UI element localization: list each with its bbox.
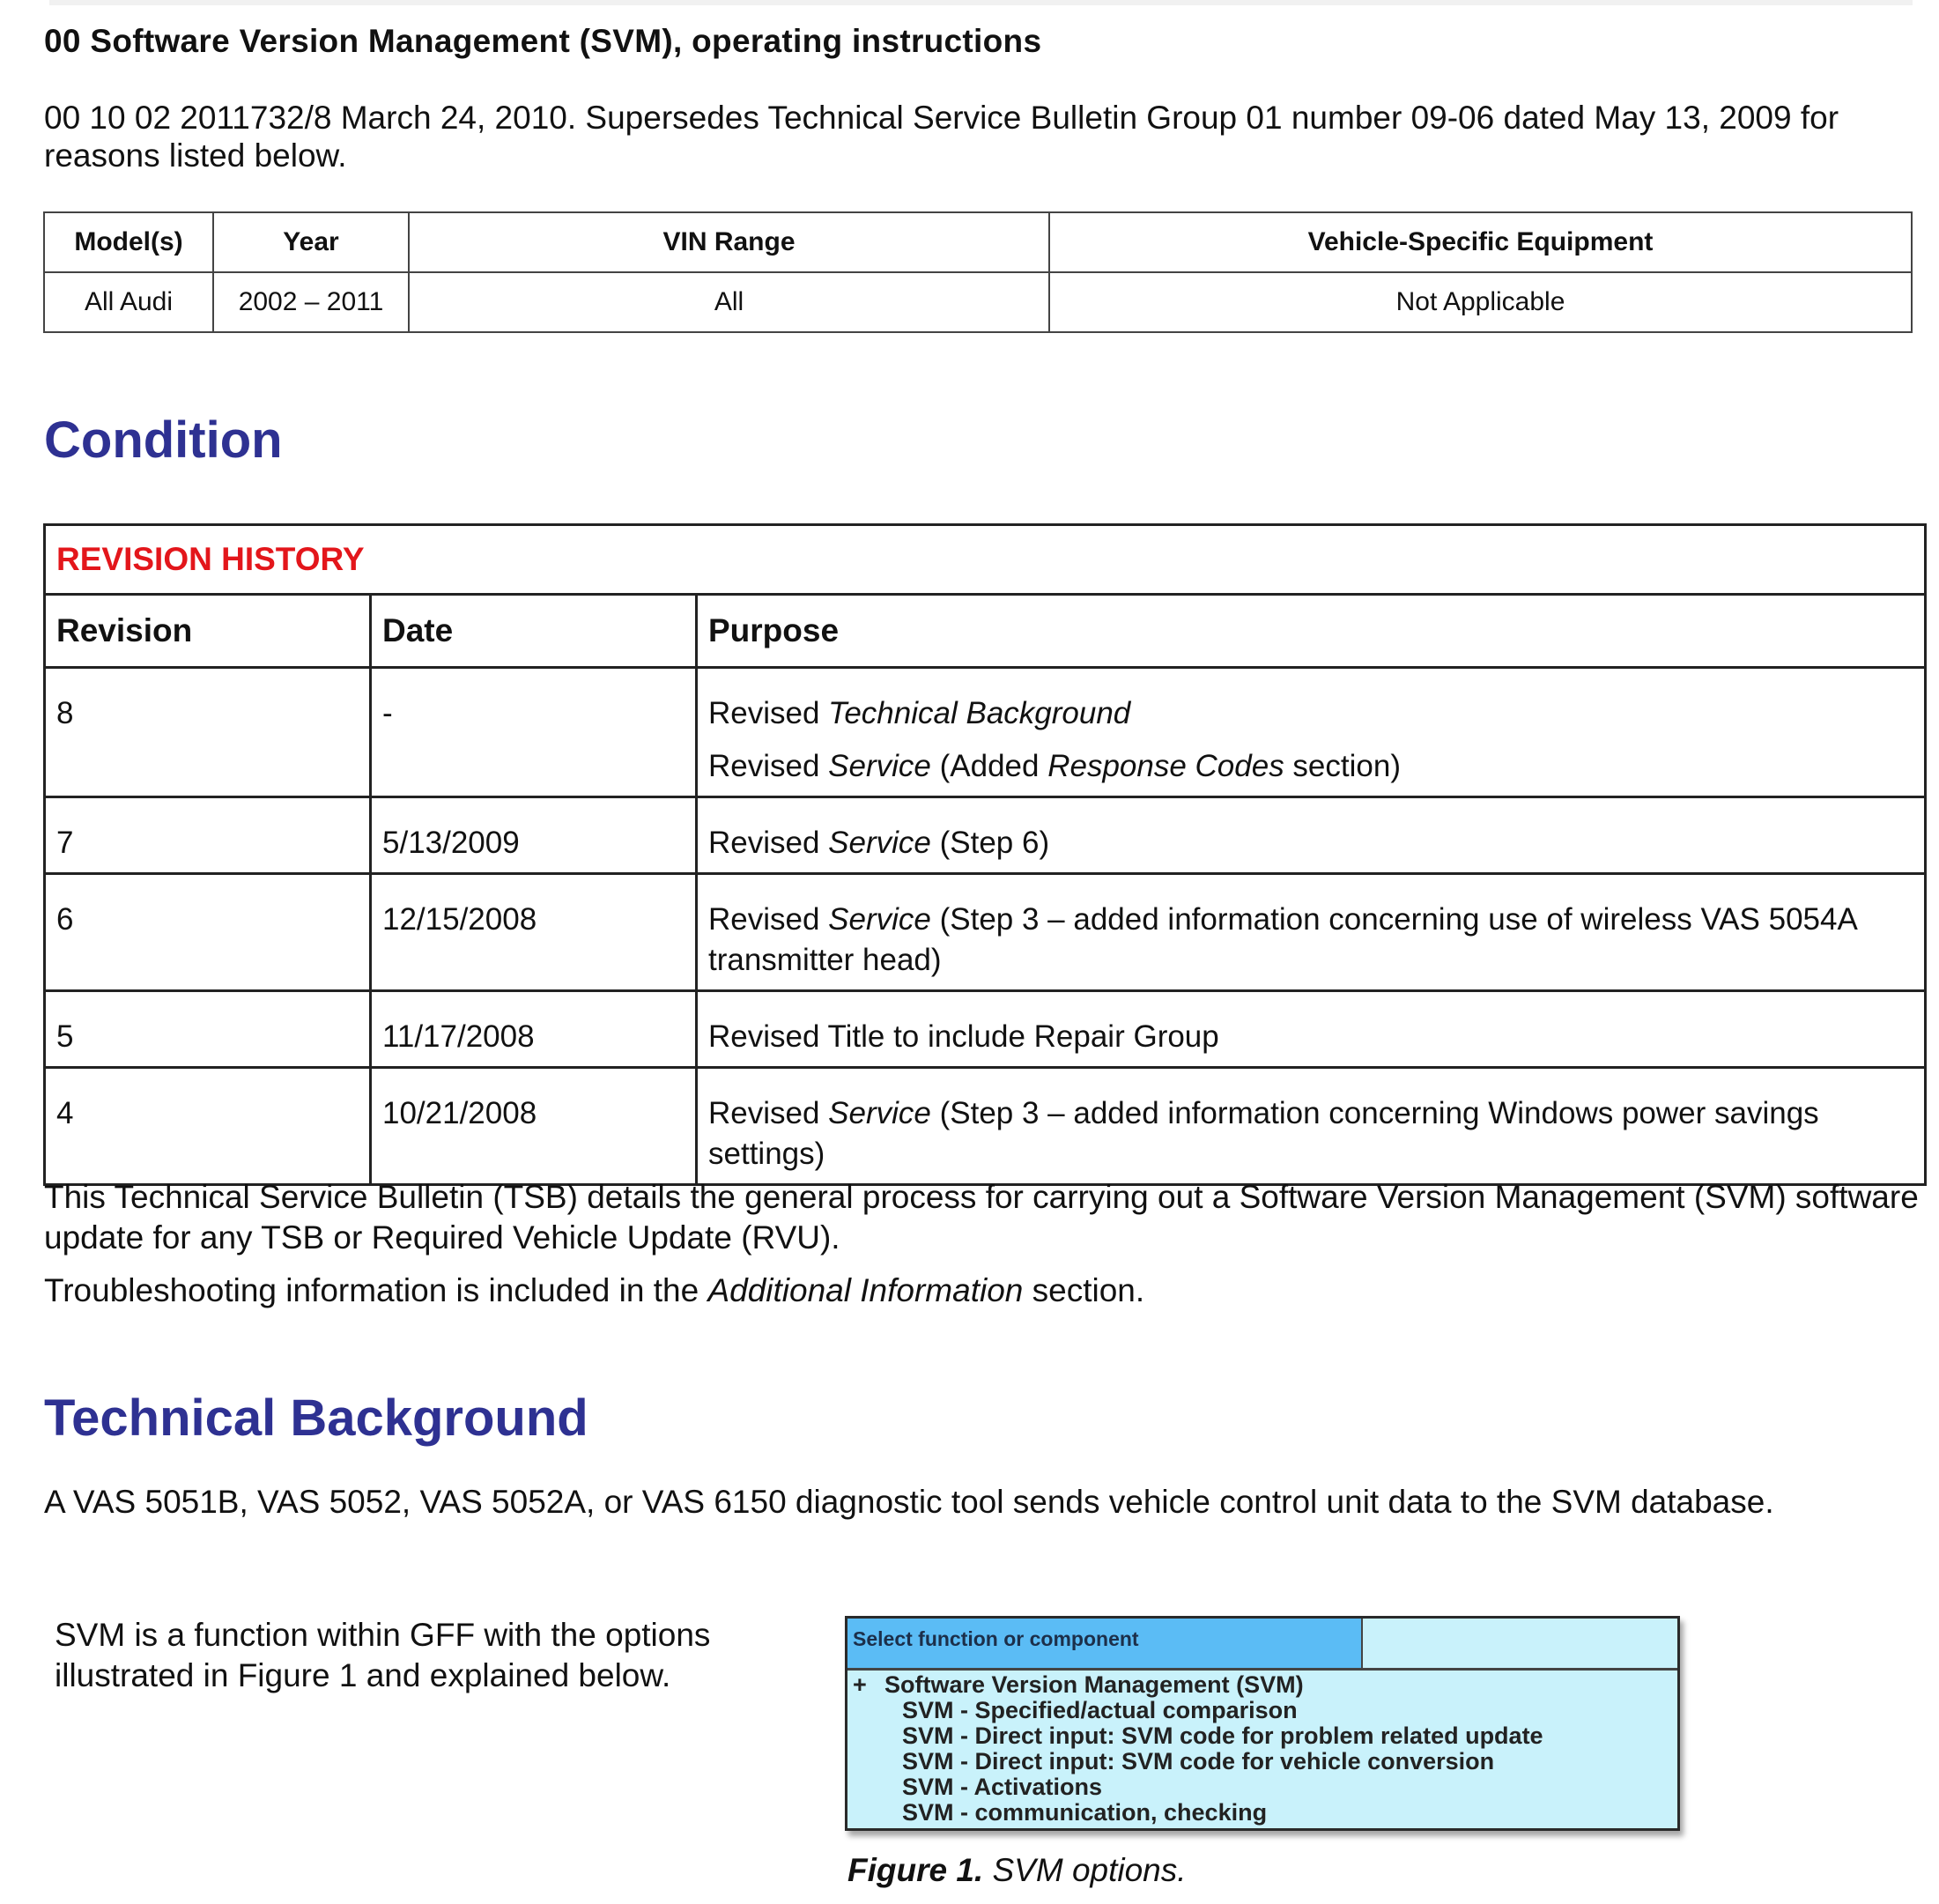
purpose-text: Revised	[708, 749, 829, 783]
svm-options-figure	[845, 1616, 1680, 1831]
page-top-rule	[49, 0, 1913, 5]
svm-root-label: Software Version Management (SVM)	[884, 1671, 1304, 1698]
cell-year: 2002 – 2011	[213, 272, 409, 332]
document-title: 00 Software Version Management (SVM), operating instructions	[44, 23, 1042, 59]
revision-number: 8	[45, 668, 371, 797]
revision-history-caption-cell	[45, 525, 1926, 595]
revision-purpose	[697, 668, 1926, 797]
svm-root-item	[853, 1672, 1672, 1698]
purpose-emphasis: Service	[828, 749, 931, 783]
bulletin-intro: 00 10 02 2011732/8 March 24, 2010. Supersedes Technical Service Bulletin Group 01 number 09-06 dated May 13, 2009 for reasons listed below.	[44, 100, 1839, 174]
applicability-header-row	[44, 212, 1912, 272]
applicability-table	[43, 211, 1913, 333]
purpose-text: (Step 3 – added information concerning use of wireless VAS 5054A transmitter head)	[708, 902, 1856, 977]
troubleshooting-text: Troubleshooting information is included in the	[44, 1272, 708, 1308]
revision-date: 11/17/2008	[371, 991, 697, 1068]
revision-purpose	[697, 991, 1926, 1068]
purpose-text: (Step 6)	[930, 826, 1050, 860]
purpose-text: (Step 3 – added information concerning Windows power savings settings)	[708, 1096, 1819, 1171]
cell-equipment: Not Applicable	[1049, 272, 1912, 332]
header-date: Date	[371, 595, 697, 668]
purpose-emphasis: Service	[828, 1096, 931, 1130]
revision-purpose	[697, 1068, 1926, 1185]
table-row	[45, 874, 1926, 991]
revision-date: 10/21/2008	[371, 1068, 697, 1185]
revision-date: -	[371, 668, 697, 797]
purpose-text: Revised	[708, 826, 829, 860]
table-row	[45, 668, 1926, 797]
purpose-text: (Added	[930, 749, 1048, 783]
figure-caption-text: SVM options.	[983, 1852, 1187, 1888]
svm-option-item: SVM - communication, checking	[902, 1799, 1268, 1826]
revision-number: 6	[45, 874, 371, 991]
svm-option-item: SVM - Direct input: SVM code for problem related update	[902, 1722, 1543, 1749]
header-models: Model(s)	[44, 212, 213, 272]
header-vin-range: VIN Range	[409, 212, 1049, 272]
figure-caption-label: Figure 1.	[847, 1852, 984, 1888]
expand-plus-icon: +	[853, 1671, 867, 1698]
purpose-text: Revised Title to include Repair Group	[708, 1019, 1219, 1054]
revision-date: 12/15/2008	[371, 874, 697, 991]
header-year: Year	[213, 212, 409, 272]
troubleshooting-text: section.	[1023, 1272, 1145, 1308]
cell-vin-range: All	[409, 272, 1049, 332]
additional-information-ref: Additional Information	[707, 1272, 1024, 1308]
purpose-emphasis: Service	[828, 902, 931, 937]
header-equipment: Vehicle-Specific Equipment	[1049, 212, 1912, 272]
table-row	[45, 797, 1926, 874]
revision-purpose	[697, 874, 1926, 991]
purpose-emphasis: Technical Background	[828, 696, 1131, 730]
svm-option-item: SVM - Direct input: SVM code for vehicle conversion	[902, 1748, 1495, 1774]
vas-tool-description: A VAS 5051B, VAS 5052, VAS 5052A, or VAS 6150 diagnostic tool sends vehicle control unit data to the SVM database.	[44, 1484, 1774, 1520]
header-purpose: Purpose	[697, 595, 1926, 668]
revision-date: 5/13/2009	[371, 797, 697, 874]
figure-caption	[847, 1852, 1187, 1889]
purpose-text: Revised	[708, 696, 829, 730]
revision-number: 5	[45, 991, 371, 1068]
svm-intro: SVM is a function within GFF with the options illustrated in Figure 1 and explained below.	[55, 1617, 711, 1693]
applicability-row	[44, 272, 1912, 332]
figure-header-blank	[1363, 1619, 1677, 1668]
section-heading-technical-background: Technical Background	[44, 1389, 588, 1447]
purpose-text: Revised	[708, 1096, 829, 1130]
figure-header	[847, 1619, 1677, 1671]
section-heading-condition: Condition	[44, 411, 283, 469]
revision-number: 4	[45, 1068, 371, 1185]
header-revision: Revision	[45, 595, 371, 668]
svm-option-list	[847, 1671, 1677, 1827]
revision-header-row	[45, 595, 1926, 668]
cell-models: All Audi	[44, 272, 213, 332]
revision-purpose	[697, 797, 1926, 874]
purpose-emphasis: Response Codes	[1047, 749, 1284, 783]
table-row	[45, 1068, 1926, 1185]
purpose-text: Revised	[708, 902, 829, 937]
select-function-label: Select function or component	[847, 1619, 1363, 1668]
revision-history-caption: REVISION HISTORY	[56, 541, 365, 577]
purpose-text: section)	[1284, 749, 1401, 783]
tsb-description: This Technical Service Bulletin (TSB) details the general process for carrying out a Software Version Management (SVM) software update for any TSB or Required Vehicle Update (RVU).	[44, 1179, 1919, 1256]
purpose-emphasis: Service	[828, 826, 931, 860]
revision-history-table	[43, 523, 1927, 1186]
troubleshooting-note	[44, 1271, 1920, 1311]
svm-option-item: SVM - Specified/actual comparison	[902, 1697, 1298, 1723]
svm-option-item: SVM - Activations	[902, 1774, 1103, 1800]
table-row	[45, 991, 1926, 1068]
revision-number: 7	[45, 797, 371, 874]
